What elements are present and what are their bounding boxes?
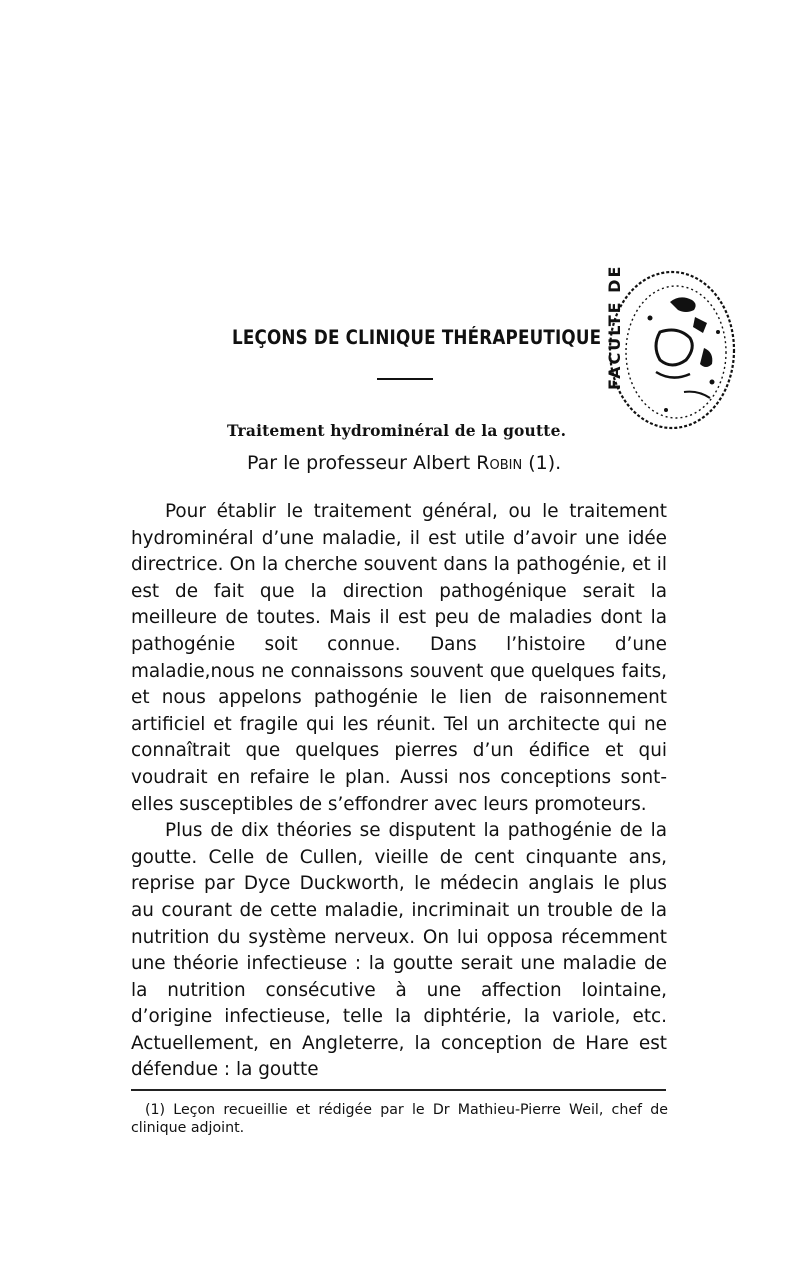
section-subtitle: Traitement hydrominéral de la goutte. (227, 421, 567, 440)
author-line (247, 452, 561, 474)
footnote (131, 1101, 668, 1137)
library-stamp (600, 262, 750, 442)
stamp-lettering: FACULTE DE (605, 264, 624, 390)
body-text (131, 499, 667, 1084)
page-heading: LEÇONS DE CLINIQUE THÉRAPEUTIQUE (232, 326, 602, 349)
author-name: Robin (476, 452, 523, 474)
author-note-ref: (1). (522, 452, 562, 474)
footnote-divider (131, 1089, 666, 1091)
author-prefix: Par le professeur Albert (247, 452, 477, 474)
title-divider (377, 378, 433, 380)
paragraph: Pour établir le traitement général, ou le traitement hydrominéral d’une maladie, il est utile d’avoir une idée directrice. On la cherche souvent dans la pathogénie, et il est de fait que la direction pathogénique serait la meilleure de toutes. Mais il est peu de maladies dont la pathogénie soit connue. Dans l’histoire d’une maladie,nous ne connaissons souvent que quelques faits, et nous appelons pathogénie le lien de raisonnement artificiel et fragile qui les réunit. Tel un architecte qui ne connaîtrait que quelques pierres d’un édifice et qui voudrait en refaire le plan. Aussi nos conceptions sont-elles susceptibles de s’effondrer avec leurs promoteurs. (131, 501, 667, 815)
footnote-text: (1) Leçon recueillie et rédigée par le Dr Mathieu-Pierre Weil, chef de clinique adjoint. (131, 1102, 668, 1136)
stamp-icon (600, 262, 750, 442)
paragraph: Plus de dix théories se disputent la pathogénie de la goutte. Celle de Cullen, vieille de cent cinquante ans, reprise par Dyce Duckworth, le médecin anglais le plus au courant de cette maladie, incriminait un trouble de la nutrition du système nerveux. On lui opposa récemment une théorie infectieuse : la goutte serait une maladie de la nutrition consécutive à une affection lointaine, d’origine infectieuse, telle la diphtérie, la variole, etc. Actuellement, en Angleterre, la conception de Hare est défendue : la goutte (131, 820, 667, 1081)
